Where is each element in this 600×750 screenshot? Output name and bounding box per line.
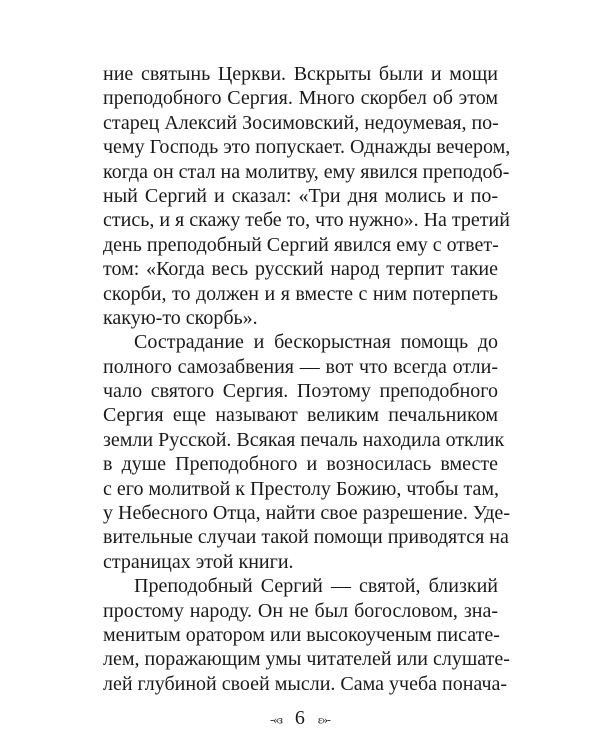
text-line: день преподобный Сергий явился ему с ответ- bbox=[103, 233, 499, 256]
text-line: какую-то скорбь». bbox=[103, 306, 258, 329]
text-line: ный Сергий и сказал: «Три дня молись и по- bbox=[103, 184, 498, 207]
text-line: в душе Преподобного и возносилась вместе bbox=[103, 453, 498, 476]
text-line: старец Алексий Зосимовский, недоумевая, по- bbox=[103, 111, 499, 134]
text-line: Преподобный Сергий — святой, близкий bbox=[134, 575, 498, 598]
page-number-footer bbox=[0, 706, 600, 730]
text-line: чему Господь это попускает. Однажды вечером, bbox=[103, 136, 511, 159]
text-line: чало святого Сергия. Поэтому преподобного bbox=[103, 380, 498, 403]
text-line: менитым оратором или высокоученым писате- bbox=[103, 623, 500, 646]
text-line: вительные случаи такой помощи приводятся на bbox=[103, 526, 509, 549]
text-line: ние святынь Церкви. Вскрыты были и мощи bbox=[103, 63, 498, 85]
text-line: страницах этой книги. bbox=[103, 550, 294, 573]
text-line: том: «Когда весь русский народ терпит такие bbox=[103, 258, 498, 281]
book-page-text bbox=[103, 62, 511, 696]
text-line: скорби, то должен и я вместе с ним потерпеть bbox=[103, 282, 498, 305]
text-line: Сергия еще называют великим печальником bbox=[103, 404, 498, 427]
text-line: стись, и я скажу тебе то, что нужно». На третий bbox=[103, 209, 510, 232]
text-line: Сострадание и бескорыстная помощь до bbox=[134, 331, 498, 354]
text-line: полного самозабвения — вот что всегда отли- bbox=[103, 355, 498, 378]
text-line: преподобного Сергия. Много скорбел об этом bbox=[103, 87, 498, 110]
text-line: простому народу. Он не был богословом, зна- bbox=[103, 599, 498, 622]
text-line: лей глубиной своей мысли. Сама учеба понача- bbox=[103, 672, 508, 695]
text-line: когда он стал на молитву, ему явился преподоб- bbox=[103, 160, 510, 183]
text-line: с его молитвой к Престолу Божию, чтобы там, bbox=[103, 477, 500, 500]
text-line: у Небесного Отца, найти свое разрешение. Удe- bbox=[103, 502, 510, 525]
right-ornament: ε»- bbox=[317, 712, 330, 727]
text-line: лем, поражающим умы читателей или слушате- bbox=[103, 648, 510, 671]
page-number: 6 bbox=[294, 707, 305, 729]
left-ornament: -«з bbox=[270, 712, 282, 727]
text-line: земли Русской. Всякая печаль находила отклик bbox=[103, 428, 505, 451]
